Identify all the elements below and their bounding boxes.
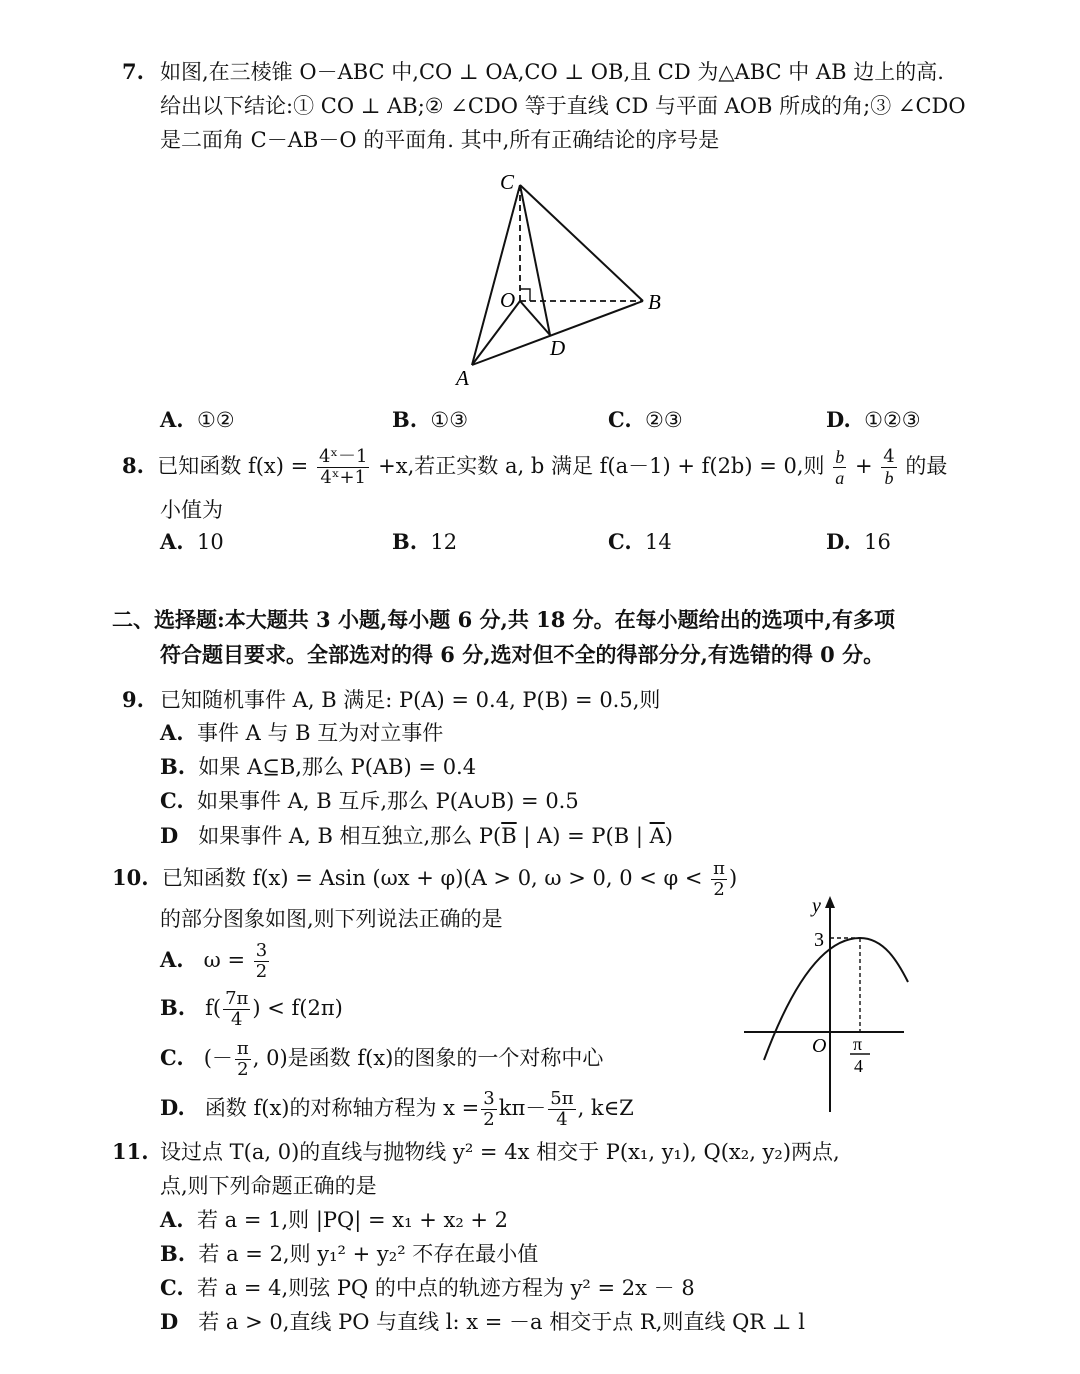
option-text: 如果事件 A, B 互斥,那么 P(A∪B) = 0.5 — [197, 789, 579, 813]
option-label: D — [160, 1309, 179, 1334]
q10-option-d[interactable] — [160, 1088, 634, 1130]
option-text: ①②③ — [864, 408, 921, 432]
option-label: B. — [160, 995, 186, 1020]
q9-option-b[interactable] — [160, 753, 476, 781]
q7-option-d[interactable] — [826, 406, 921, 434]
option-label: C. — [608, 407, 632, 432]
option-fraction-1 — [481, 1089, 496, 1130]
fraction-denominator: 4 — [230, 1009, 243, 1030]
option-label: B. — [160, 754, 186, 779]
fraction-denominator: 2 — [483, 1109, 495, 1130]
option-text-pre: f( — [205, 996, 222, 1020]
option-text: ①③ — [430, 408, 469, 432]
label-B: B — [648, 290, 661, 314]
option-text: ①② — [196, 408, 235, 432]
option-label: C. — [160, 1045, 184, 1070]
overline-B: $\overline{B}$ — [501, 824, 517, 848]
option-text-post: , 0)是函数 f(x)的图象的一个对称中心 — [252, 1046, 604, 1070]
q10-number: 10. — [112, 865, 149, 890]
edge-CD — [520, 185, 550, 335]
option-text-pre: ω = — [203, 948, 246, 972]
q7-option-b[interactable] — [392, 406, 468, 434]
option-text-pre: 如果事件 A, B 相互独立,那么 P( — [198, 824, 502, 848]
fraction-denominator: 2 — [713, 879, 725, 900]
q7-stem-line2: 给出以下结论:① CO ⊥ AB;② ∠CDO 等于直线 CD 与平面 AOB 所成的角;③ ∠CDO — [160, 94, 966, 118]
q8-option-a[interactable] — [160, 528, 224, 556]
option-text: 若 a > 0,直线 PO 与直线 l: x = －a 相交于点 R,则直线 QR ⊥ l — [198, 1310, 805, 1334]
sine-curve — [764, 938, 908, 1060]
q11-option-d[interactable] — [160, 1308, 805, 1336]
fraction-numerator: 4 — [883, 446, 895, 467]
q8-option-d[interactable] — [826, 528, 891, 556]
fraction-numerator: 7π — [225, 988, 249, 1009]
option-label: C. — [608, 529, 632, 554]
q7-stem-line3: 是二面角 C－AB－O 的平面角. 其中,所有正确结论的序号是 — [160, 128, 720, 152]
option-label: C. — [160, 1275, 184, 1300]
q10-stem-line2: 的部分图象如图,则下列说法正确的是 — [160, 907, 503, 931]
option-text-pre: 函数 f(x)的对称轴方程为 x = — [204, 1096, 480, 1120]
overline-A: $\overline{A}$ — [649, 824, 665, 848]
option-label: A. — [160, 1207, 184, 1232]
q9-option-c[interactable] — [160, 787, 579, 815]
fraction-denominator: 2 — [237, 1059, 249, 1080]
q11-option-b[interactable] — [160, 1240, 538, 1268]
q8-fraction-b-over-a — [833, 447, 846, 488]
q11-option-c[interactable] — [160, 1274, 695, 1302]
option-text: 10 — [196, 530, 224, 554]
y-axis-label: y — [812, 895, 821, 917]
q10-option-a[interactable] — [160, 940, 271, 982]
option-label: D — [160, 823, 179, 848]
q10-stem-post: ) — [729, 866, 738, 890]
q8-stem-mid: +x,若正实数 a, b 满足 f(a－1) + f(2b) = 0,则 — [378, 454, 825, 478]
option-text: ②③ — [645, 408, 683, 432]
label-C: C — [500, 170, 515, 194]
fraction-denominator: a — [835, 468, 845, 488]
q9-number: 9. — [122, 687, 144, 712]
option-fraction — [235, 1039, 251, 1080]
q8-plus: + — [854, 454, 873, 478]
q7-option-a[interactable] — [160, 406, 235, 434]
q8-option-b[interactable] — [392, 528, 457, 556]
right-angle-mark-O — [520, 289, 530, 301]
q10-option-b[interactable] — [160, 988, 343, 1030]
option-label: A. — [160, 947, 184, 972]
label-A: A — [456, 366, 469, 390]
option-fraction — [254, 941, 269, 982]
q10-option-c[interactable] — [160, 1038, 603, 1080]
q8-fraction — [317, 447, 370, 488]
fraction-numerator: π — [713, 858, 726, 879]
q9-option-a[interactable] — [160, 719, 443, 747]
q8-number: 8. — [122, 453, 144, 478]
q7-number: 7. — [122, 59, 144, 84]
option-fraction — [223, 989, 250, 1030]
option-fraction-2 — [548, 1089, 575, 1130]
origin-label: O — [812, 1035, 827, 1057]
fraction-numerator: 4ˣ－1 — [318, 446, 368, 467]
fraction-numerator: 3 — [483, 1088, 495, 1109]
fraction-denominator: 4 — [556, 1109, 568, 1130]
q11-option-a[interactable] — [160, 1206, 508, 1234]
edge-CA — [472, 185, 520, 365]
q8-stem-line1 — [122, 446, 947, 488]
x-tick-denominator: 4 — [854, 1056, 863, 1076]
option-text: 若 a = 2,则 y₁² + y₂² 不存在最小值 — [198, 1242, 539, 1266]
q9-stem: 已知随机事件 A, B 满足: P(A) = 0.4, P(B) = 0.5,则 — [160, 688, 661, 712]
option-label: A. — [160, 529, 184, 554]
q10-stem-line1 — [112, 858, 737, 900]
option-label: B. — [160, 1241, 186, 1266]
option-label: B. — [392, 407, 418, 432]
fraction-numerator: π — [236, 1038, 249, 1059]
option-text: 若 a = 1,则 |PQ| = x₁ + x₂ + 2 — [196, 1208, 509, 1232]
option-label: A. — [160, 720, 184, 745]
option-text-mid: | A) = P(B | — [516, 824, 650, 848]
q7-stem-line1: 如图,在三棱锥 O－ABC 中,CO ⊥ OA,CO ⊥ OB,且 CD 为△ABC 中 AB 边上的高. — [160, 60, 944, 84]
q7-option-c[interactable] — [608, 406, 683, 434]
fraction-numerator: 3 — [255, 940, 268, 961]
label-D: D — [550, 336, 566, 360]
option-label: D. — [160, 1095, 185, 1120]
fraction-denominator: 4ˣ+1 — [320, 467, 367, 488]
x-tick-numerator: π — [853, 1034, 863, 1054]
option-text: 12 — [430, 530, 458, 554]
q8-stem-pre: 已知函数 f(x) = — [157, 454, 309, 478]
option-label: B. — [392, 529, 418, 554]
q9-option-d[interactable] — [160, 822, 673, 850]
section2-header-line2: 符合题目要求。全部选对的得 6 分,选对但不全的得部分分,有选错的得 0 分。 — [160, 642, 885, 667]
edge-CB — [520, 185, 643, 301]
q8-stem-post: 的最 — [905, 454, 948, 478]
q11-stem-line1: 设过点 T(a, 0)的直线与抛物线 y² = 4x 相交于 P(x₁, y₁), Q(x₂, y₂)两点, — [160, 1140, 840, 1164]
option-text: 14 — [645, 530, 672, 554]
q10-stem-pre: 已知函数 f(x) = Asin (ωx + φ)(A > 0, ω > 0, 0 < φ < — [161, 866, 703, 890]
option-text: 若 a = 4,则弦 PQ 的中点的轨迹方程为 y² = 2x － 8 — [197, 1276, 695, 1300]
y-value-label: 3 — [814, 929, 824, 951]
q11-number: 11. — [112, 1139, 149, 1164]
option-text-post: ) < f(2π) — [252, 996, 343, 1020]
option-text: 如果 A⊆B,那么 P(AB) = 0.4 — [198, 755, 477, 779]
q10-stem-fraction — [711, 859, 727, 900]
fraction-denominator: 2 — [255, 961, 268, 982]
q11-stem-line2: 点,则下列命题正确的是 — [160, 1174, 377, 1198]
option-label: A. — [160, 407, 184, 432]
q10-sine-graph — [740, 890, 920, 1120]
q8-fraction-4-over-b — [881, 447, 896, 488]
q7-pyramid-figure — [440, 165, 680, 395]
section2-header-line1: 二、选择题:本大题共 3 小题,每小题 6 分,共 18 分。在每小题给出的选项中,有多项 — [112, 607, 895, 632]
option-text: 16 — [864, 530, 891, 554]
option-label: D. — [826, 407, 851, 432]
fraction-denominator: b — [884, 468, 894, 488]
q8-option-c[interactable] — [608, 528, 672, 556]
option-text-post: , k∈Z — [577, 1096, 634, 1120]
option-label: D. — [826, 529, 851, 554]
option-text-pre: (－ — [203, 1046, 233, 1070]
label-O: O — [500, 288, 516, 312]
q8-stem-line2: 小值为 — [160, 498, 223, 522]
fraction-numerator: b — [835, 447, 845, 467]
y-axis-arrow — [825, 896, 835, 908]
option-label: C. — [160, 788, 184, 813]
fraction-numerator: 5π — [550, 1088, 574, 1109]
option-text: 事件 A 与 B 互为对立事件 — [196, 721, 444, 745]
option-text-mid: kπ－ — [498, 1096, 547, 1120]
edge-OD — [520, 301, 550, 335]
option-text-post: ) — [664, 824, 673, 848]
